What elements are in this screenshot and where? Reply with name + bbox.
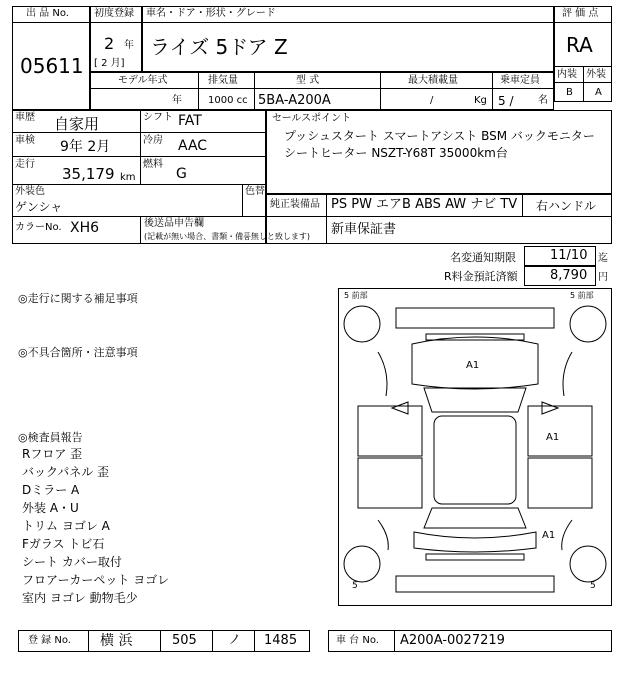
color-no-label: カラーNo. xyxy=(15,222,62,233)
reg-area: 横 浜 xyxy=(100,633,133,649)
recycle-label: R料金預託済額 xyxy=(444,270,518,283)
report-line: Fガラス トビ石 xyxy=(22,537,105,551)
car-damage-diagram xyxy=(338,288,612,606)
sales-points-line-1: プッシュスタート スマートアシスト BSM バックモニター xyxy=(284,129,595,143)
aftermarket-note: (記載が無い場合、書類・備품無しと致します) xyxy=(144,232,310,241)
equipment-value: PS PW エアB ABS AW ナビ TV xyxy=(331,197,518,212)
tire-rr-label: 5 xyxy=(590,581,596,591)
chassis-value: A200A-0027219 xyxy=(400,633,505,648)
exterior-label: 外装 xyxy=(586,69,606,80)
lot-number: 05611 xyxy=(20,54,84,78)
supplement-title: ◎走行に関する補足事項 xyxy=(18,292,138,305)
exterior-grade: A xyxy=(595,87,602,98)
name-change-unit: 迄 xyxy=(598,253,608,264)
interior-label: 内装 xyxy=(557,69,577,80)
report-line: Rフロア 歪 xyxy=(22,447,83,461)
mark-right-side: A1 xyxy=(546,432,560,443)
name-change-label: 名変通知期限 xyxy=(450,251,516,264)
reg-number: 1485 xyxy=(264,633,298,648)
aftermarket-label: 後送品申告欄 xyxy=(144,218,204,229)
first-reg-year: 2 xyxy=(104,34,115,53)
mark-hood: A1 xyxy=(466,360,480,371)
mileage-unit: km xyxy=(120,172,136,183)
grade-label: 評 価 点 xyxy=(562,8,599,19)
report-line: 室内 ヨゴレ 動物毛少 xyxy=(22,591,138,605)
type-value: 5BA-A200A xyxy=(258,93,331,108)
shift-label: シフト xyxy=(143,112,173,123)
mileage-label: 走行 xyxy=(15,159,35,170)
name-change-value: 11/10 xyxy=(550,248,588,263)
mark-rear-right: A1 xyxy=(542,530,556,541)
repaint-label: 色替 xyxy=(245,186,265,197)
fuel-label: 燃料 xyxy=(143,159,163,170)
reg-class: 505 xyxy=(172,633,197,648)
max-load-value: / xyxy=(430,95,434,106)
tire-rr-icon xyxy=(570,546,606,582)
max-load-label: 最大積載量 xyxy=(408,75,458,86)
report-line: シート カバー取付 xyxy=(22,555,122,569)
reg-label: 登 録 No. xyxy=(28,635,71,646)
inspector-title: ◎検査員報告 xyxy=(18,431,83,444)
tire-fr-icon xyxy=(570,306,606,342)
inspection-label: 車検 xyxy=(15,135,35,146)
sales-points-label: セールスポイント xyxy=(272,113,352,124)
first-reg-label: 初度登録 xyxy=(94,8,134,19)
tire-rl-icon xyxy=(344,546,380,582)
report-line: フロアーカーペット ヨゴレ xyxy=(22,573,170,587)
exterior-color-label: 外装色 xyxy=(15,186,45,197)
max-load-unit: Kg xyxy=(474,95,487,106)
chassis-label: 車 台 No. xyxy=(336,635,379,646)
model-year-label: モデル年式 xyxy=(118,75,168,86)
type-label: 型 式 xyxy=(296,75,320,86)
displacement-label: 排気量 xyxy=(208,75,238,86)
steering-value: 右ハンドル xyxy=(536,199,597,213)
color-no-value: XH6 xyxy=(70,220,100,236)
history-value: 自家用 xyxy=(54,115,100,133)
model-year-unit: 年 xyxy=(172,95,182,106)
car-name: ライズ 5ドア Z xyxy=(150,35,288,59)
recycle-value: 8,790 xyxy=(550,268,588,283)
capacity-value: 5 / xyxy=(498,94,514,108)
sales-points-line-2: シートヒーター NSZT-Y68T 35000km台 xyxy=(284,146,508,160)
exterior-color-value: ゲンシャ xyxy=(15,200,63,214)
interior-grade: B xyxy=(566,87,573,98)
tire-fl-label: 5 前部 xyxy=(344,291,368,300)
shift-value: FAT xyxy=(178,113,202,129)
report-line: Dミラー A xyxy=(22,483,80,497)
lot-label: 出 品 No. xyxy=(26,8,69,19)
displacement-value: 1000 cc xyxy=(208,95,248,106)
history-label: 車歴 xyxy=(15,112,35,123)
equipment-label: 純正装備品 xyxy=(270,199,320,210)
tire-fl-icon xyxy=(344,306,380,342)
report-line: バックパネル 歪 xyxy=(22,465,110,479)
report-line: 外装 A・U xyxy=(22,501,79,515)
mileage-value: 35,179 xyxy=(62,165,115,183)
capacity-unit: 名 xyxy=(538,95,548,106)
capacity-label: 乗車定員 xyxy=(500,75,540,86)
warranty-value: 新車保証書 xyxy=(331,222,397,237)
tire-rl-label: 5 xyxy=(352,581,358,591)
fuel-value: G xyxy=(176,166,187,182)
ac-label: 冷房 xyxy=(143,135,163,146)
grade-value: RA xyxy=(566,33,593,57)
first-reg-year-unit: 年 xyxy=(124,40,134,51)
recycle-unit: 円 xyxy=(598,272,608,283)
defects-title: ◎不具合箇所・注意事項 xyxy=(18,346,138,359)
ac-value: AAC xyxy=(178,138,208,154)
tire-fr-label: 5 前部 xyxy=(570,291,594,300)
car-name-label: 車名・ドア・形状・グレード xyxy=(146,8,276,19)
report-line: トリム ヨゴレ A xyxy=(22,519,110,533)
first-reg-month: [ 2 月] xyxy=(94,58,125,69)
reg-kana: ノ xyxy=(228,633,242,648)
inspection-value: 9年 2月 xyxy=(60,139,111,155)
